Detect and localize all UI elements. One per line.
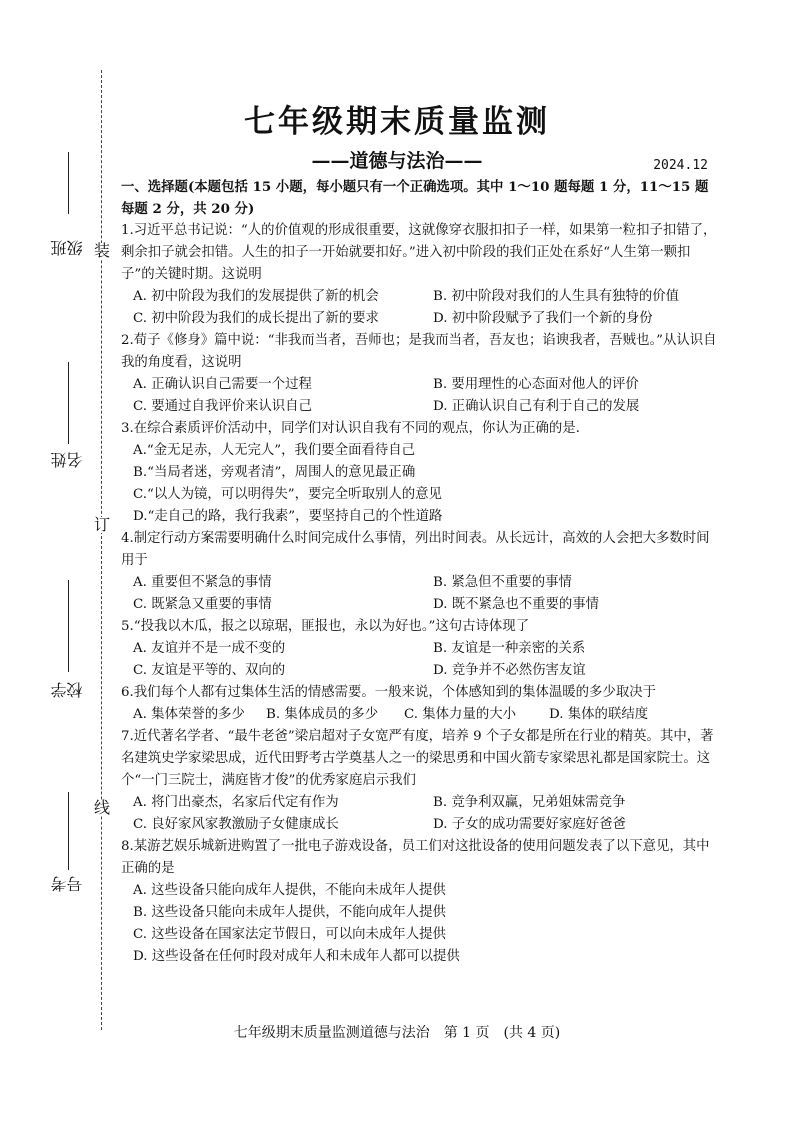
options: [121, 792, 721, 836]
question-2: [121, 330, 721, 418]
binding-dashed-line: [101, 70, 102, 1030]
options: [121, 440, 721, 528]
option-d: D. 初中阶段赋予了我们一个新的身份: [433, 311, 653, 326]
option-c: C.“以人为镜，可以明得失”，要完全听取别人的意见: [133, 487, 442, 502]
option-c: C. 初中阶段为我们的成长提出了新的要求: [133, 311, 379, 326]
option-b: B. 要用理性的心态面对他人的评价: [433, 377, 639, 392]
exam-date: 2024.12: [653, 158, 708, 173]
question-7: [121, 726, 721, 836]
binding-word-xian: 线: [94, 798, 111, 817]
option-c: C. 良好家风家教激励子女健康成长: [133, 817, 339, 832]
question-5: [121, 616, 721, 682]
option-b: B. 竞争利双赢，兄弟姐妹需竞争: [433, 795, 626, 810]
option-d: D. 竞争并不必然伤害友谊: [433, 663, 586, 678]
option-c: C. 要通过自我评价来认识自己: [133, 399, 312, 414]
question-stem: 1.习近平总书记说：“人的价值观的形成很重要，这就像穿衣服扣扣子一样，如果第一粒扣子扣错了，剩余扣子就会扣错。人生的扣子一开始就要扣好。”进入初中阶段的我们正处在系好“人生第一颗扣子”的关键时期。这说明: [121, 223, 717, 282]
options: [121, 638, 721, 682]
exam-number-label: 考号: [50, 876, 85, 892]
question-1: [121, 220, 721, 330]
option-a: A. 友谊并不是一成不变的: [133, 641, 286, 656]
page-footer: 七年级期末质量监测道德与法治 第 1 页 (共 4 页): [233, 1025, 561, 1041]
option-a: A. 初中阶段为我们的发展提供了新的机会: [133, 289, 379, 304]
question-6: [121, 682, 721, 726]
option-d: D.“走自己的路，我行我素”，要坚持自己的个性道路: [133, 509, 443, 524]
exam-number-fill-line: [68, 792, 69, 870]
question-8: [121, 836, 721, 968]
school-fill-line: [68, 580, 69, 672]
name-fill-line: [68, 362, 69, 444]
option-b: B. 友谊是一种亲密的关系: [433, 641, 586, 656]
option-a: A.“金无足赤，人无完人”，我们要全面看待自己: [133, 443, 416, 458]
question-4: [121, 528, 721, 616]
option-a: A. 这些设备只能向成年人提供，不能向未成年人提供: [133, 883, 446, 898]
question-3: [121, 418, 721, 528]
option-c: C. 这些设备在国家法定节假日，可以向未成年人提供: [133, 927, 446, 942]
question-stem: 2.荀子《修身》篇中说：“非我而当者，吾师也；是我而当者，吾友也；谄谀我者，吾贼也。”从认识自我的角度看，这说明: [121, 333, 717, 370]
page-subtitle: ——道德与法治——: [311, 150, 483, 172]
page-title: 七年级期末质量监测: [244, 104, 550, 140]
option-c: C. 集体力量的大小: [404, 707, 517, 722]
question-stem: 3.在综合素质评价活动中，同学们对认识自我有不同的观点，你认为正确的是.: [121, 421, 580, 436]
binding-word-ding: 订: [94, 515, 111, 534]
option-a: A. 将门出豪杰，名家后代定有作为: [133, 795, 339, 810]
question-stem: 4.制定行动方案需要明确什么时间完成什么事情，列出时间表。从长远计，高效的人会把大多数时间用于: [121, 531, 710, 568]
option-b: B.“当局者迷，旁观者清”，周围人的意见最正确: [133, 465, 416, 480]
options: [121, 880, 721, 968]
class-label: 班级: [50, 240, 85, 256]
question-stem: 6.我们每个人都有过集体生活的情感需要。一般来说，个体感知到的集体温暖的多少取决于: [121, 685, 657, 700]
option-b: B. 紧急但不重要的事情: [433, 575, 572, 590]
option-d: D. 正确认识自己有利于自己的发展: [433, 399, 640, 414]
options: [121, 286, 721, 330]
binding-word-zhuang: 装: [94, 241, 111, 260]
option-d: D. 子女的成功需要好家庭好爸爸: [433, 817, 626, 832]
question-stem: 5.“投我以木瓜，报之以琼琚，匪报也，永以为好也。”这句古诗体现了: [121, 619, 530, 634]
option-a: A. 重要但不紧急的事情: [133, 575, 272, 590]
section-heading: 一、选择题(本题包括 15 小题，每小题只有一个正确选项。其中 1～10 题每题 1 分，11～15 题每题 2 分，共 20 分): [121, 179, 709, 217]
name-label: 姓名: [50, 452, 85, 468]
option-c: C. 既紧急又重要的事情: [133, 597, 272, 612]
question-section: [121, 176, 721, 968]
option-c: C. 友谊是平等的、双向的: [133, 663, 286, 678]
option-d: D. 这些设备在任何时段对成年人和未成年人都可以提供: [133, 949, 460, 964]
option-b: B. 初中阶段对我们的人生具有独特的价值: [433, 289, 679, 304]
option-d: D. 集体的联结度: [549, 707, 649, 722]
options: [121, 374, 721, 418]
options: [121, 704, 721, 726]
option-a: A. 正确认识自己需要一个过程: [133, 377, 312, 392]
option-d: D. 既不紧急也不重要的事情: [433, 597, 600, 612]
options: [121, 572, 721, 616]
option-b: B. 这些设备只能向未成年人提供，不能向成年人提供: [133, 905, 446, 920]
question-stem: 8.某游艺娱乐城新进购置了一批电子游戏设备，员工们对这批设备的使用问题发表了以下意见，其中正确的是: [121, 839, 710, 876]
option-a: A. 集体荣誉的多少: [133, 707, 245, 722]
school-label: 学校: [50, 682, 85, 698]
option-b: B. 集体成员的多少: [266, 707, 379, 722]
question-stem: 7.近代著名学者、“最牛老爸”梁启超对子女宽严有度，培养 9 个子女都是所在行业的精英。其中，著名建筑史学家梁思成，近代田野考古学奠基人之一的梁思勇和中国火箭专家梁思礼都是国家院士。这个“一门三院士，满庭皆才俊”的优秀家庭启示我们: [121, 729, 714, 788]
